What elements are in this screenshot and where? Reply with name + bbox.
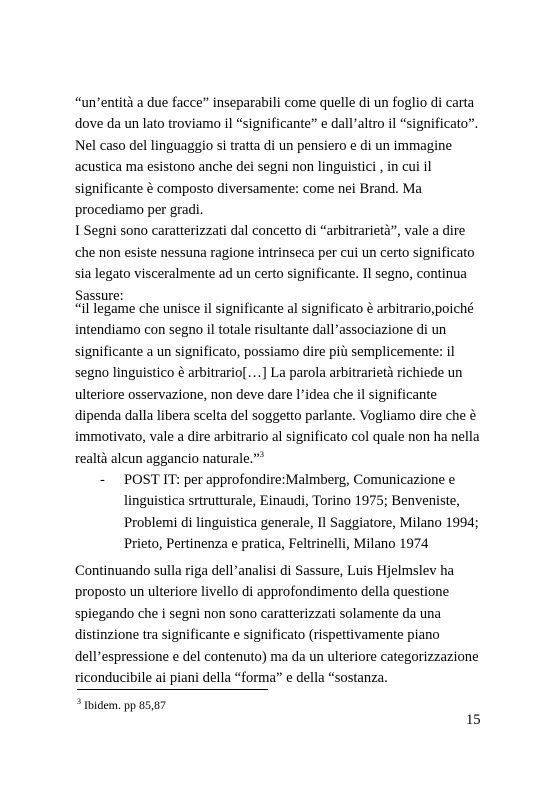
quote-line: significante a un significato, possiamo dire più semplicemente: il — [75, 343, 455, 360]
text-line: procediamo per gradi. — [75, 202, 204, 219]
body-text-top — [75, 93, 495, 307]
footnote-separator — [77, 689, 268, 690]
paragraph-1 — [75, 93, 495, 221]
text-line: proposto un ulteriore livello di approfondimento della questione — [75, 584, 450, 601]
text-line: distinzione tra significante e significato (rispettivamente piano — [75, 627, 440, 644]
text-line: riconducibile ai piani della “forma” e della “sostanza. — [75, 670, 388, 687]
quote-line: intendiamo con segno il totale risultante dall’associazione di un — [75, 322, 447, 339]
quote-line: dipenda dalla libera scelta del soggetto parlante. Vogliamo dire che è — [75, 408, 477, 425]
quote-line: immotivato, vale a dire arbitrario al significato col quale non ha nella — [75, 429, 480, 446]
quote-end-text: realtà alcun aggancio naturale.” — [75, 450, 260, 467]
text-line: dell’espressione e del contenuto) ma da un ulteriore categorizzazione — [75, 648, 479, 665]
quote-line: segno linguistico è arbitrario[…] La parola arbitrarietà richiede un — [75, 365, 463, 382]
quotation — [75, 299, 495, 470]
text-line: che non esiste nessuna ragione intrinseca per cui un certo significato — [75, 244, 475, 261]
text-line: Nel caso del linguaggio si tratta di un pensiero e di un immagine — [75, 137, 452, 154]
quote-line: ulteriore osservazione, non deve dare l’idea che il significante — [75, 386, 437, 403]
text-line: spiegando che i segni non sono caratterizzati solamente da una — [75, 605, 441, 622]
text-line: Problemi di linguistica generale, Il Saggiatore, Milano 1994; — [124, 514, 479, 531]
text-line: POST IT: per approfondire:Malmberg, Comunicazione e — [124, 472, 456, 488]
text-line: linguistica srtrutturale, Einaudi, Torino 1975; Benveniste, — [124, 493, 460, 510]
post-it-text — [124, 470, 479, 556]
quote-line: “il legame che unisce il significante al significato è arbitrario,poiché — [75, 301, 474, 317]
text-line: acustica ma esistono anche dei segni non linguistici , in cui il — [75, 159, 432, 176]
text-line: Prieto, Pertinenza e pratica, Feltrinelli, Milano 1974 — [124, 536, 429, 553]
quote-line-last — [75, 449, 495, 470]
text-line: Continuando sulla riga dell’analisi di Sassure, Luis Hjelmslev ha — [75, 563, 454, 579]
footnote — [77, 694, 166, 713]
text-line: dove da un lato troviamo il “significante” e dall’altro il “significato”. — [75, 116, 479, 133]
list-dash: - — [100, 472, 105, 488]
paragraph-3 — [75, 561, 495, 689]
text-line: I Segni sono caratterizzati dal concetto di “arbitrarietà”, vale a dire — [75, 223, 466, 240]
footnote-text: Ibidem. pp 85,87 — [84, 698, 166, 712]
text-line: “un’entità a due facce” inseparabili come quelle di un foglio di carta — [75, 95, 475, 111]
footnote-number: 3 — [77, 697, 81, 706]
text-line: sia legato visceralmente ad un certo significante. Il segno, continua — [75, 266, 467, 283]
footnote-reference[interactable]: 3 — [259, 448, 264, 459]
paragraph-2 — [75, 221, 495, 307]
page-number: 15 — [466, 712, 481, 728]
text-line: significante è composto diversamente: come nei Brand. Ma — [75, 180, 422, 197]
text-line: Sassure: — [75, 287, 124, 304]
